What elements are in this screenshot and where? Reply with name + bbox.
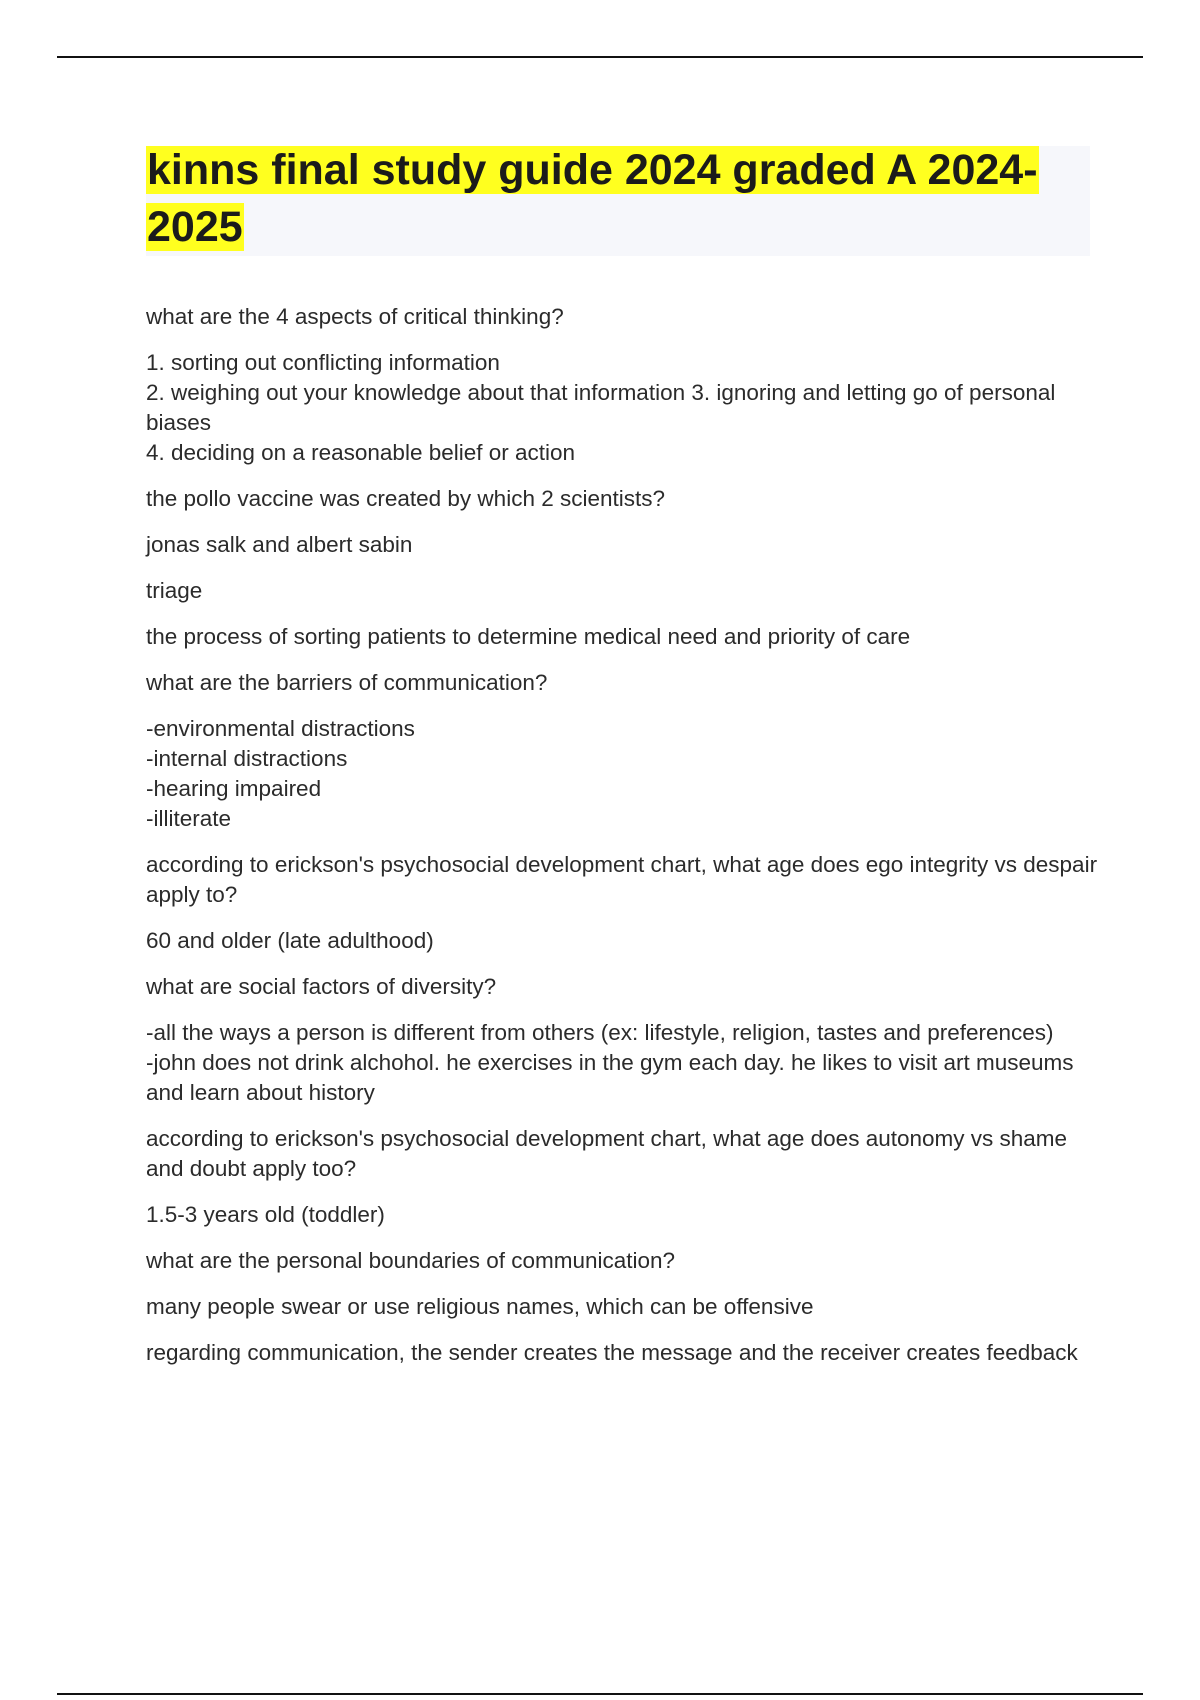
qa-item bbox=[146, 576, 1106, 652]
question-text: according to erickson's psychosocial development chart, what age does autonomy vs shame and doubt apply too? bbox=[146, 1126, 1068, 1181]
answer-text: the process of sorting patients to determine medical need and priority of care bbox=[146, 624, 911, 649]
question-text: triage bbox=[146, 578, 203, 603]
question-text: what are the 4 aspects of critical thinking? bbox=[146, 304, 564, 329]
document-title-highlight: kinns final study guide 2024 graded A 2024-2025 bbox=[147, 146, 1038, 251]
qa-item bbox=[146, 484, 1106, 560]
question-text: what are social factors of diversity? bbox=[146, 974, 497, 999]
qa-item bbox=[146, 1338, 1106, 1368]
qa-item bbox=[146, 850, 1106, 956]
question-text: what are the barriers of communication? bbox=[146, 670, 548, 695]
question-text: regarding communication, the sender creates the message and the receiver creates feedback bbox=[146, 1340, 1078, 1365]
document-title bbox=[146, 142, 1090, 256]
qa-item bbox=[146, 1124, 1106, 1230]
answer-text: 1. sorting out conflicting information 2. weighing out your knowledge about that information 3. ignoring and letting go of personal biases 4. deciding on a reasonable belief or action bbox=[146, 350, 1056, 465]
question-text: the pollo vaccine was created by which 2 scientists? bbox=[146, 486, 666, 511]
answer-text: -environmental distractions -internal distractions -hearing impaired -illiterate bbox=[146, 716, 415, 831]
qa-item bbox=[146, 668, 1106, 834]
answer-text: 1.5-3 years old (toddler) bbox=[146, 1202, 385, 1227]
question-text: according to erickson's psychosocial development chart, what age does ego integrity vs despair apply to? bbox=[146, 852, 1098, 907]
answer-text: jonas salk and albert sabin bbox=[146, 532, 413, 557]
qa-item bbox=[146, 972, 1106, 1108]
answer-text: -all the ways a person is different from others (ex: lifestyle, religion, tastes and preferences) -john does not drink alchohol. he exercises in the gym each day. he likes to visit art museums and learn about history bbox=[146, 1020, 1074, 1105]
qa-item bbox=[146, 1246, 1106, 1322]
answer-text: many people swear or use religious names, which can be offensive bbox=[146, 1294, 814, 1319]
study-guide-content bbox=[146, 302, 1106, 1384]
page-bottom-rule bbox=[57, 1693, 1143, 1695]
question-text: what are the personal boundaries of communication? bbox=[146, 1248, 676, 1273]
page-top-rule bbox=[57, 56, 1143, 58]
qa-item bbox=[146, 302, 1106, 468]
answer-text: 60 and older (late adulthood) bbox=[146, 928, 434, 953]
